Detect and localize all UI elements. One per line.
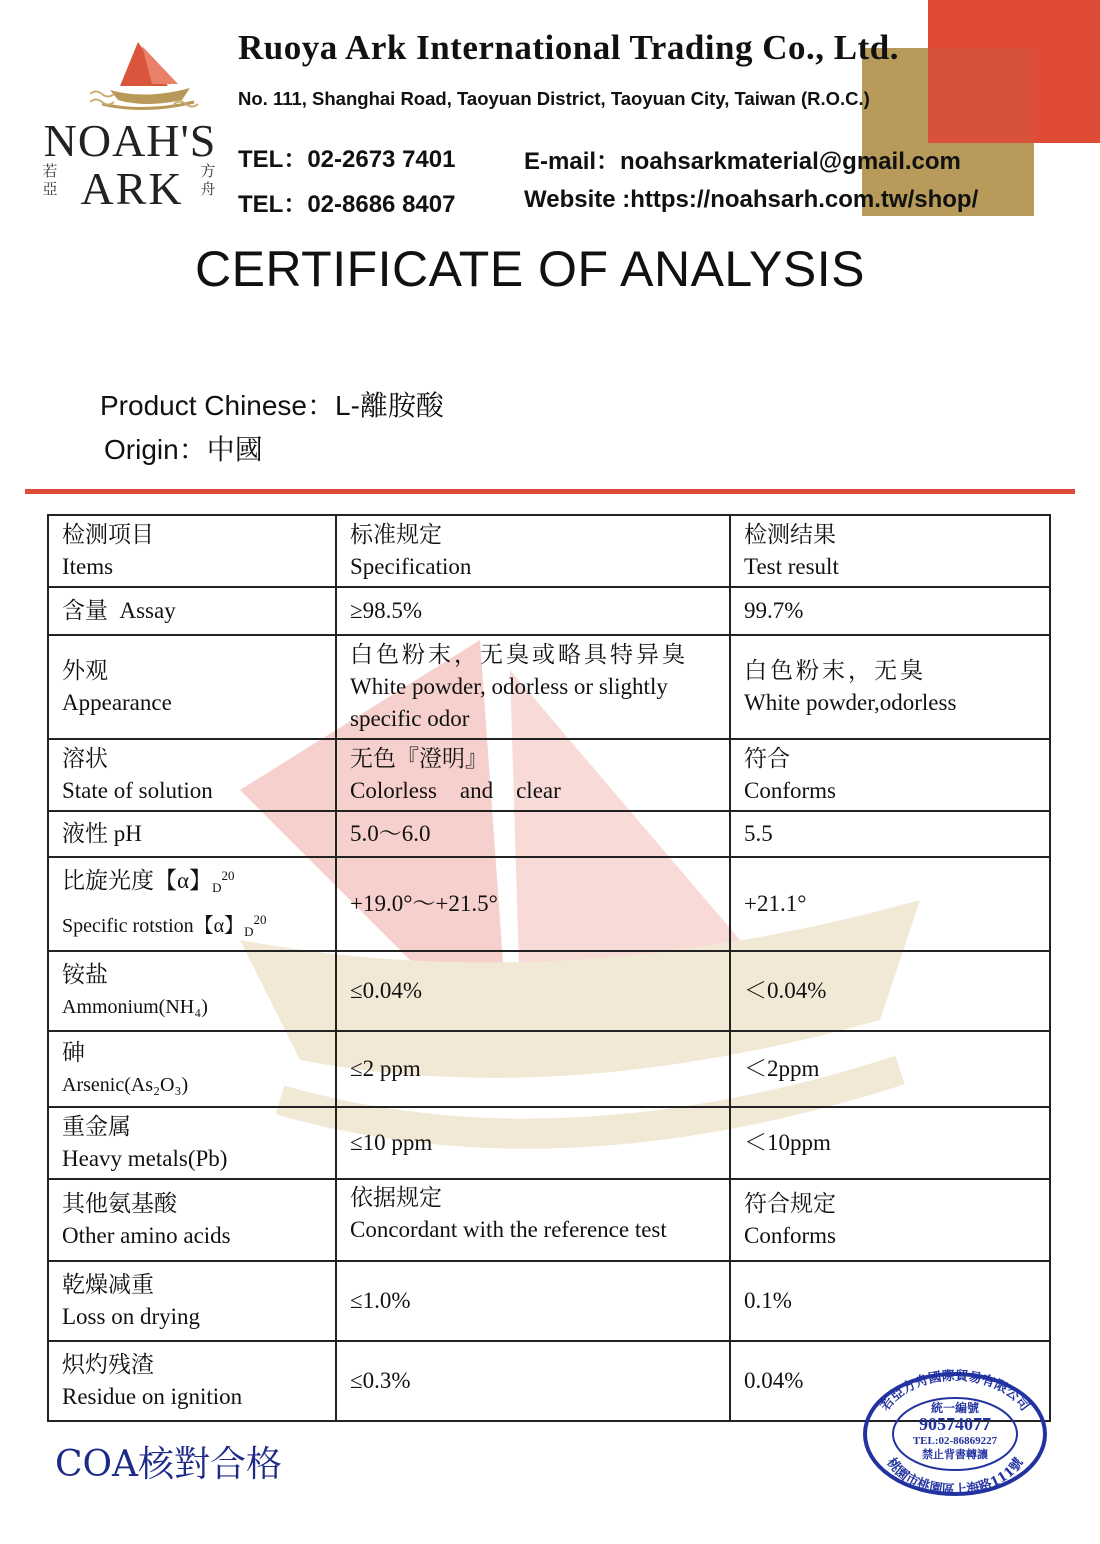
stamp-line-1: 統一編號 [930, 1401, 980, 1415]
spec-cell: ≤0.3% [336, 1341, 730, 1421]
coa-table [47, 514, 1051, 1422]
item-en: Ammonium(NH₄) [62, 996, 208, 1018]
logo-text-cn-right: 方舟 [200, 162, 216, 198]
header-spec-en: Specification [350, 554, 472, 579]
spec-cell: ≤10 ppm [336, 1107, 730, 1179]
spec-cn: 依据规定 [350, 1185, 442, 1210]
item-cell [48, 951, 336, 1031]
spec-cell [336, 739, 730, 811]
item-cn-subscript: D [212, 880, 222, 895]
divider-rule [25, 489, 1075, 494]
item-cn: 其他氨基酸 [62, 1191, 177, 1216]
spec-cell: 5.0～6.0 [336, 811, 730, 857]
table-row [48, 635, 1050, 739]
stamp-bottom-text: 桃園市桃園區上海路111號 [883, 1455, 1027, 1498]
result-cell: 5.5 [730, 811, 1050, 857]
coa-verified-note: COA核對合格 [55, 1444, 283, 1485]
table-row [48, 951, 1050, 1031]
phone-2: TEL：02-8686 8407 [238, 191, 456, 218]
item-cn: 溶状 [62, 746, 108, 771]
table-row [48, 1261, 1050, 1341]
item-cell [48, 1107, 336, 1179]
corner-decoration-red-overlap [928, 48, 1034, 143]
email: E-mail：noahsarkmaterial@gmail.com [524, 148, 961, 175]
item-cn-superscript: 20 [221, 868, 235, 883]
phone-1: TEL：02-2673 7401 [238, 146, 456, 173]
item-cell [48, 857, 336, 951]
item-cn: 铵盐 [62, 962, 108, 987]
spec-en: White powder, odorless or slightly [350, 674, 668, 699]
result-cell [730, 635, 1050, 739]
result-en: White powder,odorless [744, 690, 957, 715]
header-items [48, 515, 336, 587]
header-spec-cn: 标准规定 [350, 522, 442, 547]
item-cell [48, 635, 336, 739]
logo-text-cn-left: 若亞 [42, 162, 58, 198]
spec-en-cont: specific odor [350, 706, 470, 731]
table-header-row [48, 515, 1050, 587]
table-row [48, 1179, 1050, 1261]
item-cn: 含量 [62, 598, 108, 623]
item-cn: 重金属 [62, 1114, 131, 1139]
product-chinese-name: Product Chinese：L-離胺酸 [100, 390, 444, 421]
item-cn: 炽灼残渣 [62, 1352, 154, 1377]
spec-cn: 白色粉末，无臭或略具特异臭 [350, 642, 688, 667]
header-items-en: Items [62, 554, 114, 579]
result-cell: +21.1° [730, 857, 1050, 951]
result-cell: ＜2ppm [730, 1031, 1050, 1107]
result-cell: 0.04% [730, 1341, 1050, 1421]
result-cell [730, 1179, 1050, 1261]
item-en: Assay [119, 598, 176, 623]
item-en: Residue on ignition [62, 1384, 243, 1409]
item-cn: 砷 [62, 1040, 85, 1065]
logo-text-noahs: NOAH'S [43, 115, 217, 166]
table-row [48, 1031, 1050, 1107]
item-cn: 乾燥减重 [62, 1272, 154, 1297]
item-en: Arsenic(As₂O₃) [62, 1074, 189, 1096]
logo-text-ark: ARK [80, 163, 184, 214]
item-en: Heavy metals(Pb) [62, 1146, 228, 1171]
stamp-ring-text: 若亞方舟國際貿易有限公司 [877, 1368, 1033, 1414]
item-cell [48, 1031, 336, 1107]
company-seal-stamp [860, 1368, 1050, 1498]
item-en-subscript: D [244, 924, 254, 939]
product-origin: Origin：中國 [104, 434, 263, 465]
item-cell: 液性 pH [48, 811, 336, 857]
table-row [48, 811, 1050, 857]
header-items-cn: 检测项目 [62, 522, 154, 547]
header-result-en: Test result [744, 554, 839, 579]
result-cell: ＜10ppm [730, 1107, 1050, 1179]
table-row [48, 587, 1050, 635]
table-row [48, 1107, 1050, 1179]
spec-cn: 无色『澄明』 [350, 746, 488, 771]
item-en-text: Specific rotstion【α】 [62, 915, 245, 937]
spec-en: Concordant with the reference test [350, 1217, 667, 1242]
spec-cell [336, 635, 730, 739]
item-cn: 外观 [62, 658, 108, 683]
stamp-line-3: TEL:02-86869227 [912, 1435, 998, 1447]
stamp-line-4: 禁止背書轉讓 [922, 1448, 988, 1461]
result-cell: ＜0.04% [730, 951, 1050, 1031]
header-result-cn: 检测结果 [744, 522, 836, 547]
company-address: No. 111, Shanghai Road, Taoyuan District, Taoyuan City, Taiwan (R.O.C.) [238, 88, 870, 109]
spec-en: Colorless and clear [350, 778, 561, 803]
item-cell [48, 1261, 336, 1341]
spec-cell: ≥98.5% [336, 587, 730, 635]
header-test-result [730, 515, 1050, 587]
result-cell [730, 739, 1050, 811]
item-en: Loss on drying [62, 1304, 200, 1329]
spec-cell: ≤0.04% [336, 951, 730, 1031]
company-logo [22, 38, 227, 218]
result-cell: 0.1% [730, 1261, 1050, 1341]
website: Website :https://noahsarh.com.tw/shop/ [524, 186, 979, 213]
item-cell [48, 1341, 336, 1421]
spec-cell: ≤1.0% [336, 1261, 730, 1341]
table-row [48, 739, 1050, 811]
header-specification [336, 515, 730, 587]
svg-text:桃園市桃園區上海路111號 [883, 1455, 1026, 1498]
result-cn: 符合规定 [744, 1191, 836, 1216]
result-cn: 符合 [744, 746, 790, 771]
item-cell [48, 739, 336, 811]
item-cn [62, 860, 322, 904]
item-en: Other amino acids [62, 1223, 231, 1248]
result-cn: 白色粉末，无臭 [744, 658, 926, 683]
item-en: Appearance [62, 690, 172, 715]
item-cn-text: 比旋光度【α】 [62, 868, 213, 893]
document-title: CERTIFICATE OF ANALYSIS [195, 241, 865, 297]
item-cell [48, 587, 336, 635]
item-cell [48, 1179, 336, 1261]
stamp-line-2: 90574077 [919, 1414, 991, 1434]
company-name: Ruoya Ark International Trading Co., Ltd. [238, 28, 899, 67]
table-row [48, 857, 1050, 951]
item-en: State of solution [62, 778, 213, 803]
spec-cell: +19.0°～+21.5° [336, 857, 730, 951]
result-cell: 99.7% [730, 587, 1050, 635]
spec-cell [336, 1179, 730, 1261]
item-en-superscript: 20 [253, 912, 267, 927]
spec-cell: ≤2 ppm [336, 1031, 730, 1107]
result-en: Conforms [744, 778, 836, 803]
item-en [62, 904, 322, 948]
result-en: Conforms [744, 1223, 836, 1248]
